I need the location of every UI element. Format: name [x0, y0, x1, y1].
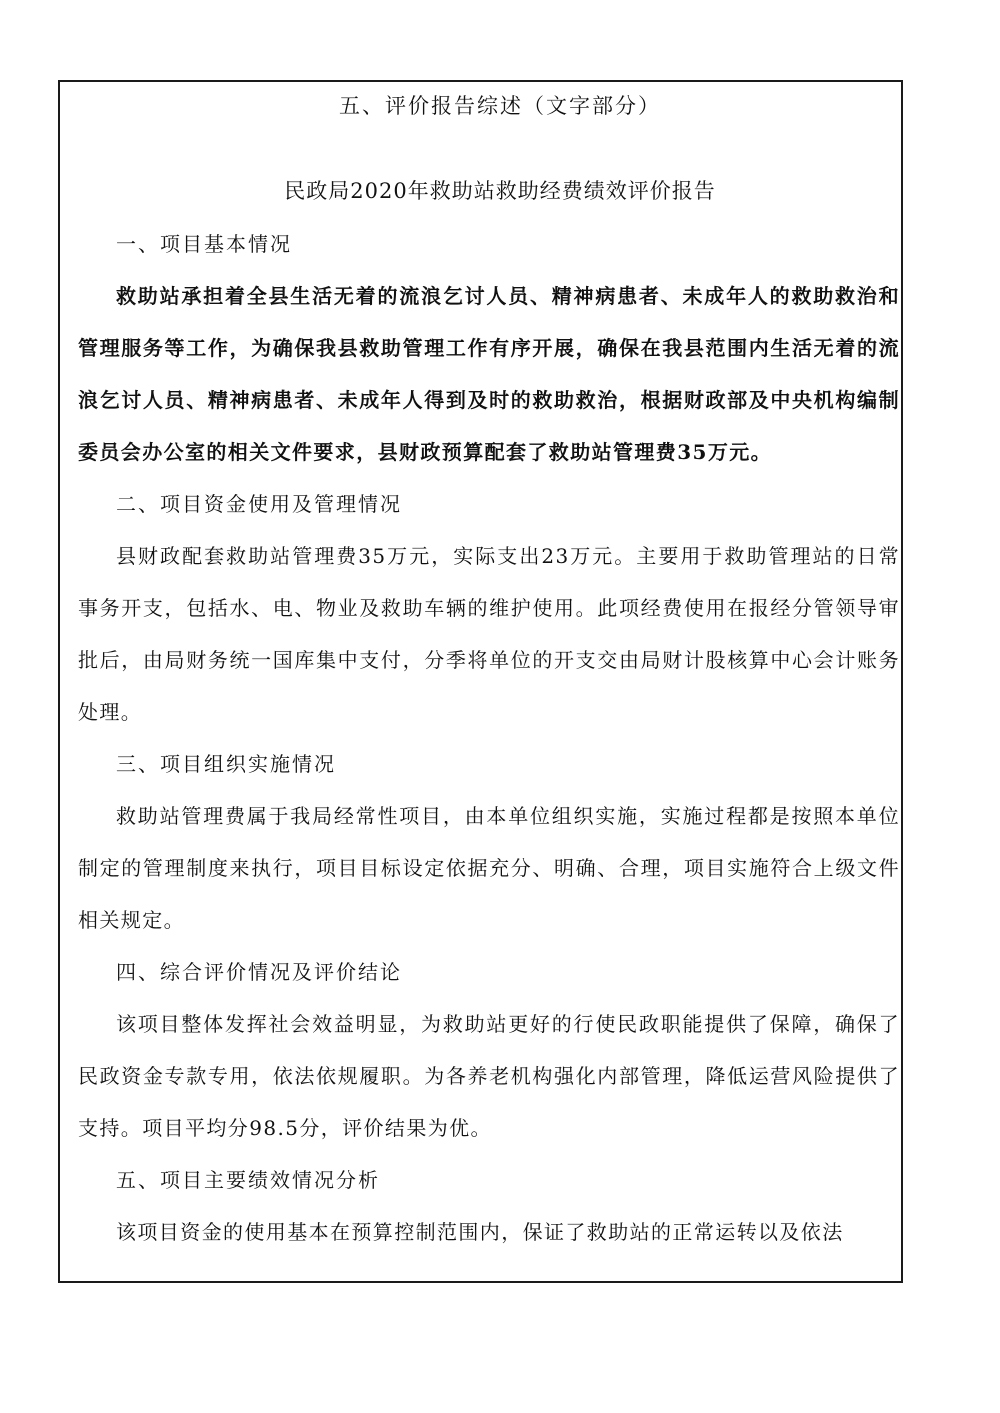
- section-heading-basic-info: 一、项目基本情况: [116, 232, 292, 256]
- section-paragraph-implementation: 救助站管理费属于我局经常性项目，由本单位组织实施，实施过程都是按照本单位制定的管理制度来执行，项目目标设定依据充分、明确、合理，项目实施符合上级文件相关规定。: [78, 804, 900, 932]
- section-heading-implementation: 三、项目组织实施情况: [116, 752, 336, 776]
- section-paragraph-performance: 该项目资金的使用基本在预算控制范围内，保证了救助站的正常运转以及依法: [116, 1220, 844, 1244]
- section-heading-performance: 五、项目主要绩效情况分析: [116, 1168, 380, 1192]
- report-body: [78, 218, 900, 1258]
- section-paragraph-fund-usage: 县财政配套救助站管理费35万元，实际支出23万元。主要用于救助管理站的日常事务开支，包括水、电、物业及救助车辆的维护使用。此项经费使用在报经分管领导审批后，由局财务统一国库集中支付，分季将单位的开支交由局财计股核算中心会计账务处理。: [78, 544, 900, 724]
- sheet-title: 五、评价报告综述（文字部分）: [339, 94, 661, 118]
- section-paragraph-basic-info: 救助站承担着全县生活无着的流浪乞讨人员、精神病患者、未成年人的救助救治和管理服务等工作，为确保我县救助管理工作有序开展，确保在我县范围内生活无着的流浪乞讨人员、精神病患者、未成年人得到及时的救助救治，根据财政部及中央机构编制委员会办公室的相关文件要求，县财政预算配套了救助站管理费35万元。: [78, 284, 900, 464]
- section-paragraph-conclusion: 该项目整体发挥社会效益明显，为救助站更好的行使民政职能提供了保障，确保了民政资金专款专用，依法依规履职。为各养老机构强化内部管理，降低运营风险提供了支持。项目平均分98.5分，评价结果为优。: [78, 1012, 900, 1140]
- section-heading-fund-usage: 二、项目资金使用及管理情况: [116, 492, 402, 516]
- section-heading-conclusion: 四、综合评价情况及评价结论: [116, 960, 402, 984]
- report-title: 民政局2020年救助站救助经费绩效评价报告: [284, 179, 716, 203]
